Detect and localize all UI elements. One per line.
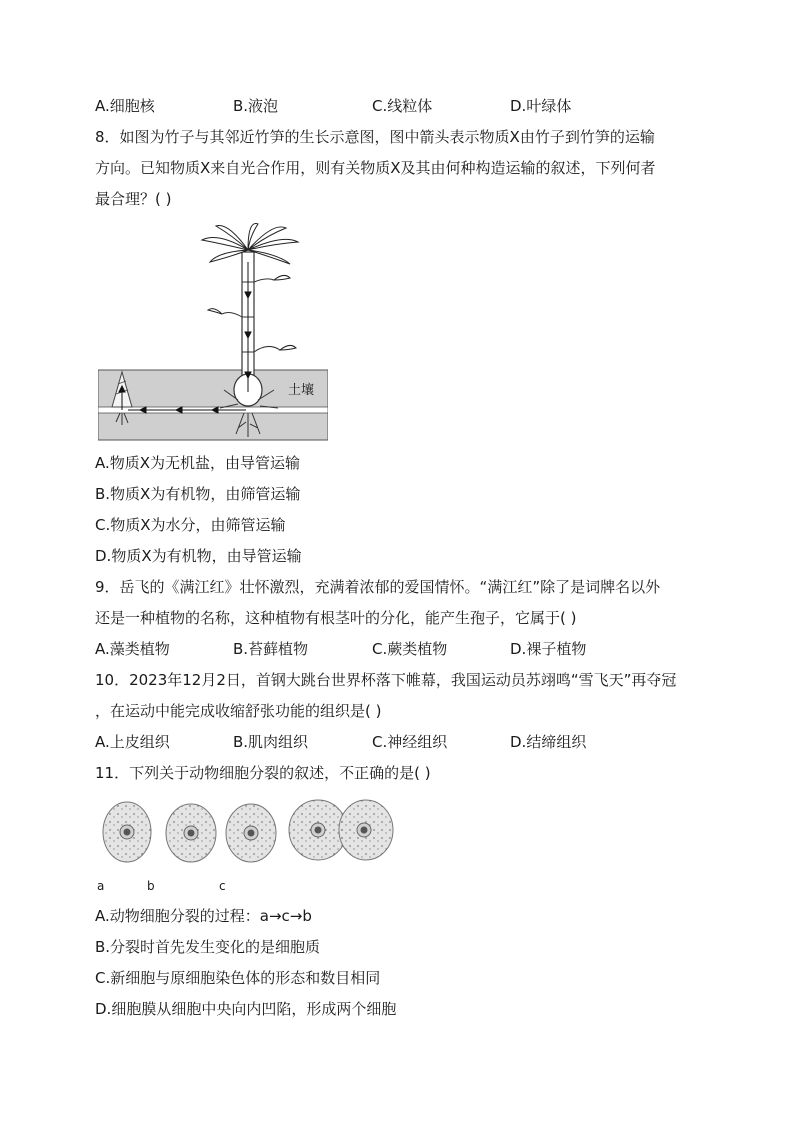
q11-option-a: A.动物细胞分裂的过程：a→c→b (95, 907, 312, 925)
cell-label-b: b (147, 879, 155, 893)
q9-options (95, 639, 695, 659)
q8-stem-line-2: 方向。已知物质X来自光合作用，则有关物质X及其由何种构造运输的叙述，下列何者 (95, 159, 656, 177)
q10-stem-line-2: ，在运动中能完成收缩舒张功能的组织是( ) (95, 702, 382, 720)
cell-division-figure (100, 796, 395, 866)
q9-option-a: A.藻类植物 (95, 640, 170, 658)
q11-option-d: D.细胞膜从细胞中央向内凹陷，形成两个细胞 (95, 1000, 397, 1018)
q10-stem-line-1: 10．2023年12月2日，首钢大跳台世界杯落下帷幕，我国运动员苏翊鸣“雪飞天”再夺冠 (95, 671, 677, 689)
q10-option-c: C.神经组织 (372, 733, 448, 751)
cell-division-diagram (100, 796, 395, 866)
q10-options (95, 732, 695, 752)
q7-option-c: C.线粒体 (372, 97, 433, 115)
cell-label-c: c (219, 879, 226, 893)
q10-option-a: A.上皮组织 (95, 733, 170, 751)
cell-a (103, 802, 151, 862)
soil-label: 土壤 (288, 383, 315, 398)
q7-options (95, 96, 695, 116)
q8-option-c: C.物质X为水分，由筛管运输 (95, 516, 286, 534)
cell-label-a: a (97, 879, 105, 893)
q8-option-a: A.物质X为无机盐，由导管运输 (95, 454, 301, 472)
q8-option-b: B.物质X为有机物，由筛管运输 (95, 485, 301, 503)
bamboo-figure (98, 222, 328, 442)
cell-c (226, 804, 276, 862)
q9-stem-line-1: 9．岳飞的《满江红》壮怀激烈，充满着浓郁的爱国情怀。“满江红”除了是词牌名以外 (95, 578, 661, 596)
q9-option-b: B.苔藓植物 (233, 640, 309, 658)
q8-option-d: D.物质X为有机物，由导管运输 (95, 547, 302, 565)
q11-option-c: C.新细胞与原细胞染色体的形态和数目相同 (95, 969, 381, 987)
q9-option-d: D.裸子植物 (510, 640, 587, 658)
cell-b (166, 804, 216, 862)
q8-stem-line-1: 8．如图为竹子与其邻近竹笋的生长示意图，图中箭头表示物质X由竹子到竹笋的运输 (95, 128, 655, 146)
bamboo-diagram (98, 222, 328, 442)
q10-option-d: D.结缔组织 (510, 733, 587, 751)
q9-stem-line-2: 还是一种植物的名称，这种植物有根茎叶的分化，能产生孢子，它属于( ) (95, 609, 577, 627)
q8-stem-line-3: 最合理？( ) (95, 190, 172, 208)
q9-option-c: C.蕨类植物 (372, 640, 448, 658)
q10-option-b: B.肌肉组织 (233, 733, 309, 751)
q7-option-a: A.细胞核 (95, 97, 155, 115)
q11-option-b: B.分裂时首先发生变化的是细胞质 (95, 938, 321, 956)
cell-dividing (289, 800, 393, 860)
q11-stem: 11．下列关于动物细胞分裂的叙述，不正确的是( ) (95, 764, 431, 782)
q7-option-d: D.叶绿体 (510, 97, 572, 115)
q7-option-b: B.液泡 (233, 97, 279, 115)
